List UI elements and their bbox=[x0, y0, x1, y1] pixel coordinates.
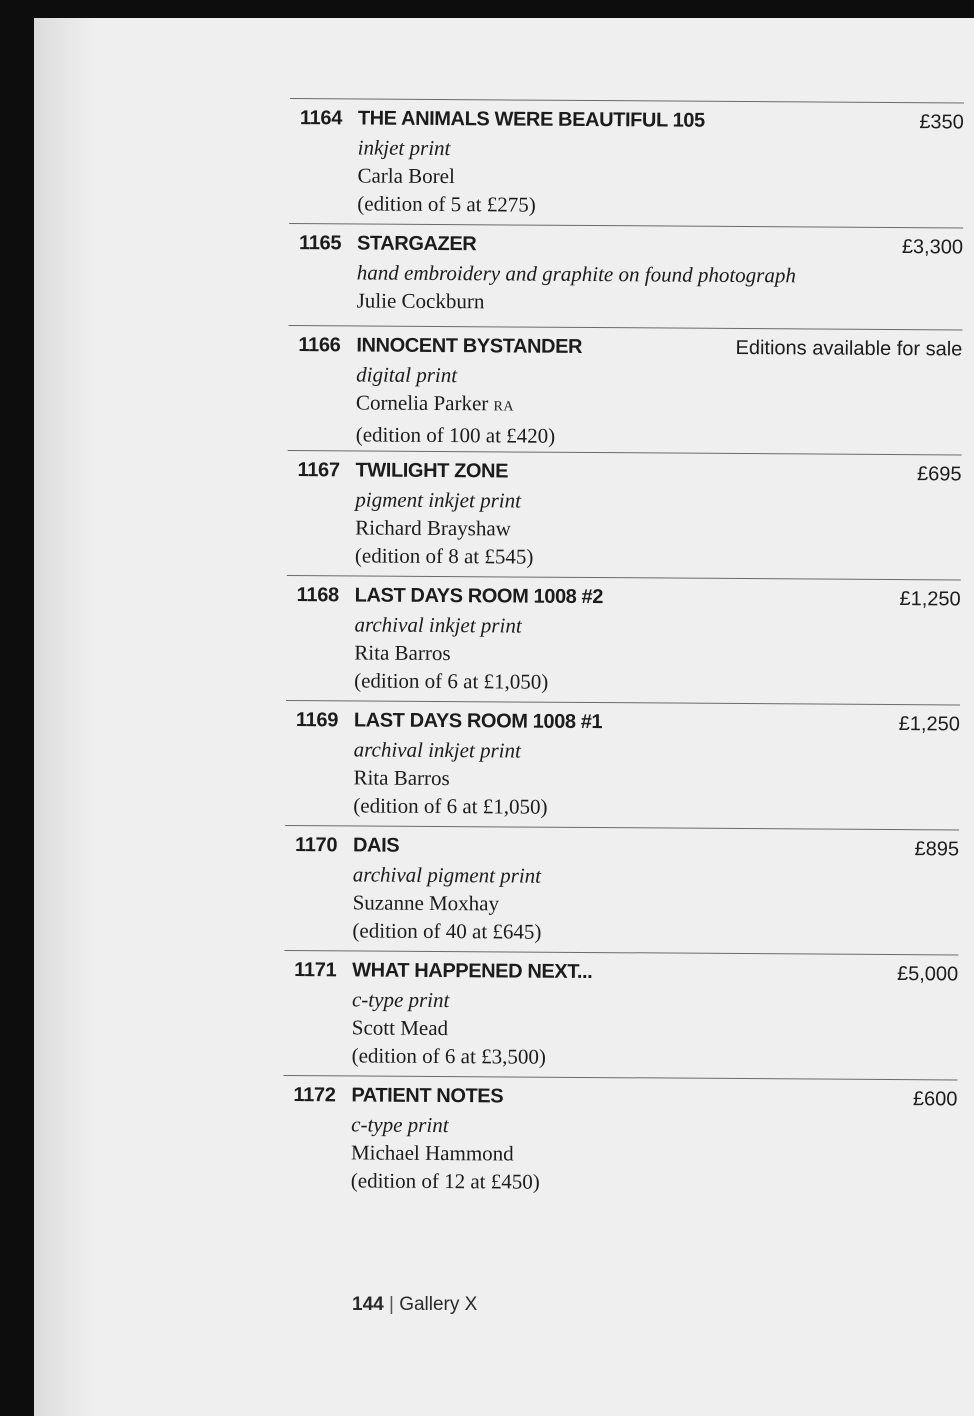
entry-medium: archival inkjet print bbox=[353, 737, 521, 763]
entry-title: STARGAZER bbox=[356, 232, 477, 256]
entry-edition: (edition of 6 at £1,050) bbox=[354, 668, 549, 694]
artist-name: Richard Brayshaw bbox=[355, 515, 511, 541]
catalogue-entry-1168 bbox=[286, 575, 961, 704]
entry-medium: archival pigment print bbox=[352, 862, 542, 888]
entry-artist bbox=[356, 388, 556, 421]
entry-number: 1164 bbox=[299, 107, 343, 130]
entry-artist bbox=[351, 1138, 540, 1167]
entry-price: £1,250 bbox=[898, 713, 960, 736]
entry-artist bbox=[357, 161, 536, 190]
entry-edition: (edition of 100 at £420) bbox=[355, 422, 556, 448]
catalogue-entry-1166 bbox=[288, 325, 963, 454]
entry-details bbox=[357, 258, 796, 317]
entry-title: THE ANIMALS WERE BEAUTIFUL 105 bbox=[357, 107, 705, 132]
entry-price: £1,250 bbox=[899, 588, 961, 611]
entry-price: £895 bbox=[914, 838, 960, 861]
catalogue-entry-1164 bbox=[289, 98, 964, 227]
section-name: Gallery X bbox=[399, 1294, 478, 1315]
entry-number: 1167 bbox=[297, 459, 340, 482]
entry-artist bbox=[352, 1013, 546, 1042]
entry-details bbox=[352, 985, 547, 1070]
entry-number: 1171 bbox=[294, 959, 337, 982]
entry-edition: (edition of 6 at £3,500) bbox=[351, 1043, 546, 1069]
artist-name: Carla Borel bbox=[357, 163, 455, 189]
entry-details bbox=[356, 360, 556, 449]
entry-medium: hand embroidery and graphite on found photograph bbox=[356, 260, 796, 288]
entry-medium: archival inkjet print bbox=[354, 612, 522, 638]
artist-name: Cornelia Parker bbox=[355, 390, 489, 416]
page-gutter-shadow bbox=[34, 18, 94, 1416]
artist-name: Scott Mead bbox=[351, 1015, 449, 1041]
artist-name: Rita Barros bbox=[353, 765, 450, 791]
entry-details bbox=[354, 610, 549, 695]
entry-price: £600 bbox=[912, 1088, 958, 1111]
page-top-edge bbox=[0, 0, 974, 18]
entry-details bbox=[352, 860, 542, 945]
entry-title: LAST DAYS ROOM 1008 #2 bbox=[354, 584, 604, 609]
entry-price: £5,000 bbox=[896, 963, 959, 986]
entry-number: 1170 bbox=[294, 834, 338, 857]
entry-edition: (edition of 6 at £1,050) bbox=[353, 793, 548, 819]
entry-title: DAIS bbox=[352, 834, 400, 857]
entry-edition: (edition of 8 at £545) bbox=[354, 543, 534, 569]
entry-price: £3,300 bbox=[901, 236, 964, 259]
entry-title: WHAT HAPPENED NEXT... bbox=[352, 959, 593, 984]
catalogue-entry-1171 bbox=[284, 950, 959, 1079]
catalogue-entry-1169 bbox=[285, 700, 960, 829]
entry-edition: (edition of 12 at £450) bbox=[350, 1168, 540, 1194]
entry-title: INNOCENT BYSTANDER bbox=[356, 334, 583, 358]
entry-medium: c-type print bbox=[351, 987, 450, 1013]
entry-medium: inkjet print bbox=[357, 135, 451, 161]
entry-medium: c-type print bbox=[351, 1112, 449, 1138]
artist-name: Suzanne Moxhay bbox=[352, 890, 500, 916]
entry-medium: pigment inkjet print bbox=[355, 487, 522, 513]
page-footer bbox=[352, 1294, 477, 1316]
entry-price: £695 bbox=[916, 463, 962, 486]
entry-details bbox=[355, 485, 534, 570]
entry-number: 1172 bbox=[293, 1084, 336, 1107]
entry-artist bbox=[357, 286, 796, 317]
entry-title: TWILIGHT ZONE bbox=[355, 459, 509, 483]
entry-edition: (edition of 40 at £645) bbox=[352, 918, 542, 944]
entry-details bbox=[351, 1110, 541, 1195]
entry-title: LAST DAYS ROOM 1008 #1 bbox=[353, 709, 603, 734]
entry-artist bbox=[353, 888, 542, 917]
catalogue-entry-1170 bbox=[284, 825, 959, 954]
artist-name: Rita Barros bbox=[354, 640, 451, 666]
footer-separator: | bbox=[388, 1294, 394, 1315]
entry-artist bbox=[353, 763, 547, 792]
entry-number: 1166 bbox=[298, 334, 341, 357]
page-number: 144 bbox=[352, 1294, 384, 1315]
entry-price: Editions available for sale bbox=[735, 336, 963, 361]
entry-details bbox=[353, 735, 548, 820]
entry-edition: (edition of 5 at £275) bbox=[357, 191, 536, 217]
entry-artist bbox=[355, 513, 534, 542]
entry-artist bbox=[354, 638, 548, 667]
entry-price: £350 bbox=[919, 111, 964, 134]
artist-name: Julie Cockburn bbox=[356, 288, 485, 314]
page-left-edge bbox=[0, 0, 34, 1416]
catalogue-list bbox=[283, 98, 964, 1204]
entry-title: PATIENT NOTES bbox=[351, 1084, 504, 1108]
entry-details bbox=[357, 133, 536, 218]
artist-name: Michael Hammond bbox=[350, 1140, 514, 1166]
entry-medium: digital print bbox=[356, 362, 458, 388]
catalogue-entry-1172 bbox=[283, 1075, 958, 1204]
entry-number: 1168 bbox=[296, 584, 339, 607]
catalogue-entry-1165 bbox=[288, 223, 963, 329]
entry-number: 1169 bbox=[295, 709, 339, 732]
artist-honour: RA bbox=[493, 399, 515, 415]
catalogue-entry-1167 bbox=[287, 450, 962, 579]
entry-number: 1165 bbox=[298, 232, 342, 255]
